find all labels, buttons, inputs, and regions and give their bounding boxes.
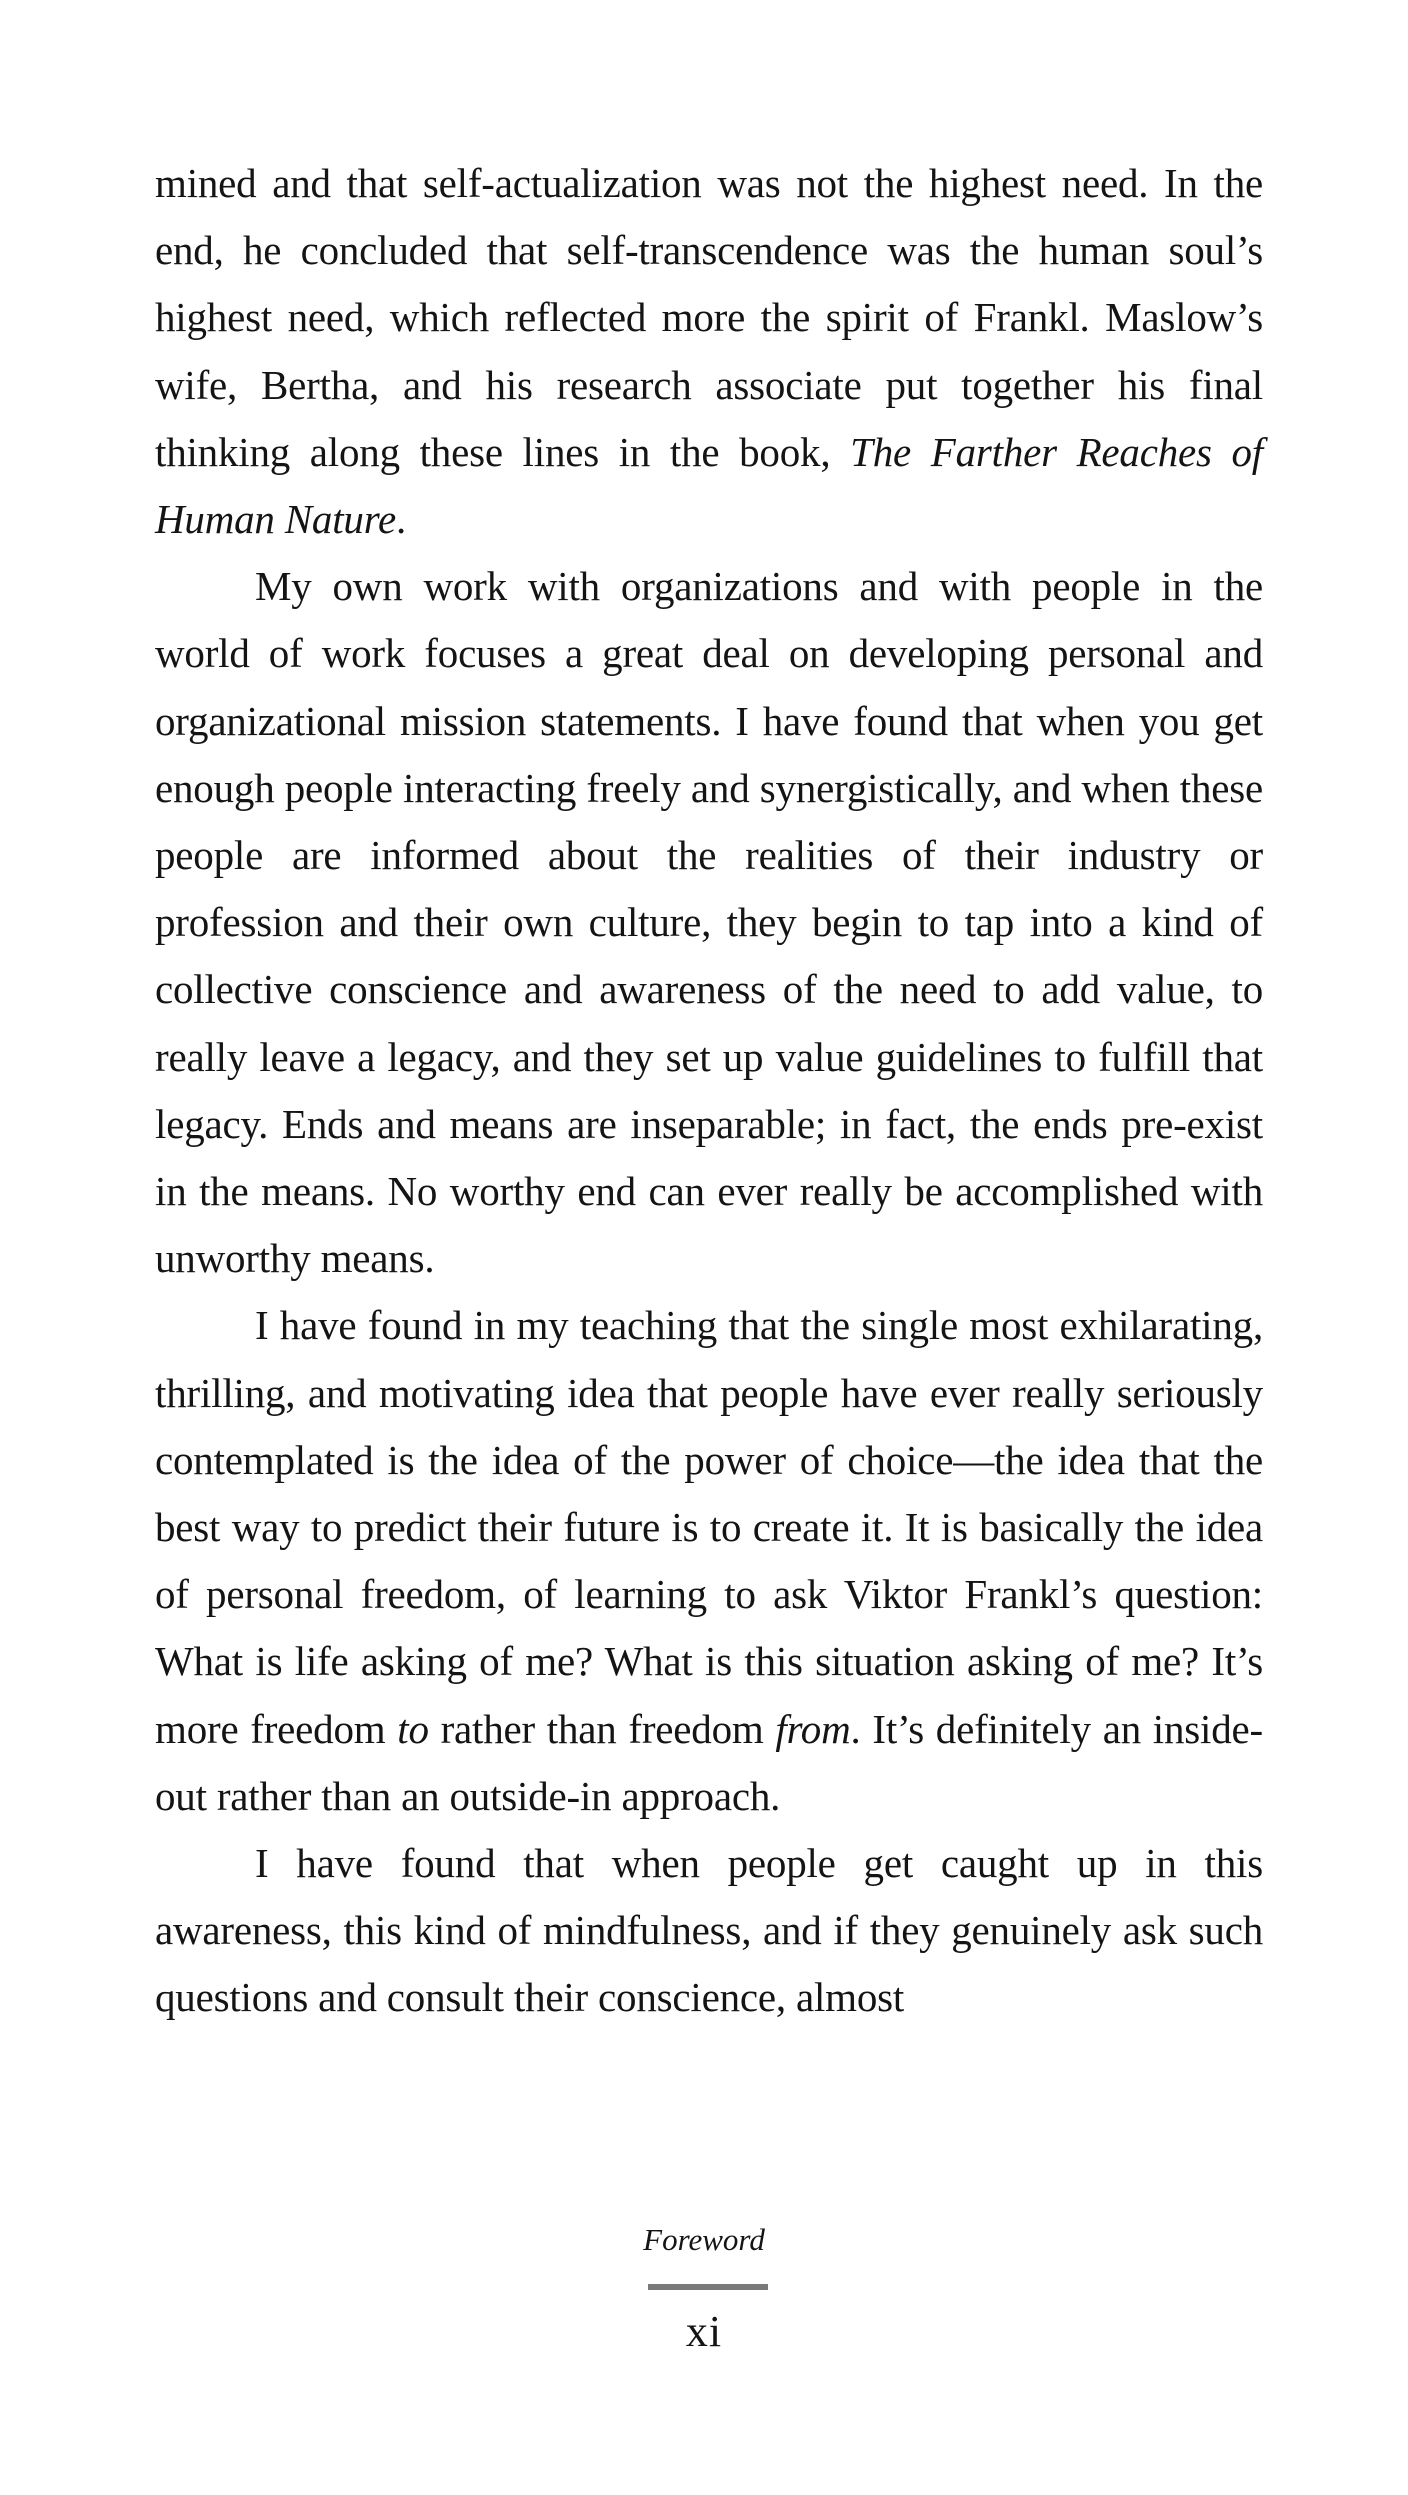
paragraph-1: [155, 150, 1263, 553]
text-run: My own work with organizations and with people in the world of work focuses a great deal on developing personal and organizational mission statements. I have found that when you get enough people interacting freely and synergistically, and when these people are informed about the realities of their industry or profession and their own culture, they begin to tap into a kind of collective conscience and awareness of the need to add value, to really leave a legacy, and they set up value guidelines to fulfill that legacy. Ends and means are inseparable; in fact, the ends pre-exist in the means. No worthy end can ever really be accomplished with unworthy means.: [155, 563, 1263, 1282]
italic-run: to: [397, 1705, 429, 1752]
footer-rule: [648, 2284, 768, 2290]
italic-run: from: [775, 1705, 851, 1752]
running-footer-title: Foreword: [643, 2222, 765, 2257]
text-run: I have found that when people get caught up in this awareness, this kind of mindfulness, and if they genuinely ask such questions and consult their conscience, almost: [155, 1840, 1263, 2021]
text-run: I have found in my teaching that the single most exhilarating, thrilling, and motivating idea that people have ever really seriously contemplated is the idea of the power of choice—the idea that the best way to predict their future is to create it. It is basically the idea of personal freedom, of learning to ask Viktor Frankl’s question: What is life asking of me? What is this situation asking of me? It’s more freedom: [155, 1302, 1263, 1752]
text-run: mined and that self-actualization was not the highest need. In the end, he concluded that self-transcendence was the human soul’s highest need, which reflected more the spirit of Frankl. Maslow’s wife, Bertha, and his research associate put together his final thinking along these lines in the book,: [155, 160, 1263, 475]
page-number: xi: [685, 2307, 723, 2356]
paragraph-4: [155, 1830, 1263, 2032]
paragraph-2: [155, 553, 1263, 1292]
text-run: rather than freedom: [428, 1705, 776, 1752]
body-text: [155, 150, 1263, 2032]
paragraph-3: [155, 1292, 1263, 1830]
italic-run: The Farther Reaches of Human Nature: [155, 428, 1263, 543]
text-run: .: [395, 496, 406, 543]
text-run: . It’s definitely an inside-out rather than an outside-in approach.: [155, 1705, 1263, 1819]
